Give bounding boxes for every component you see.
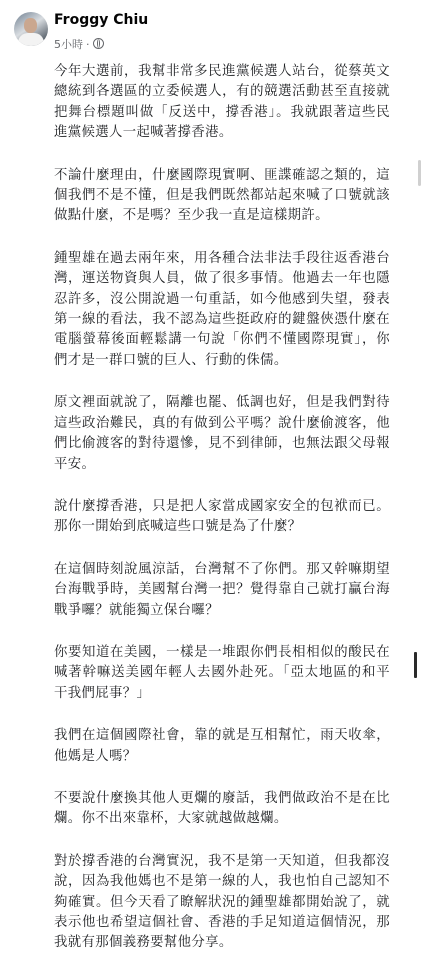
- scroll-marker: [414, 652, 417, 678]
- post-paragraph-8: 我們在這個國際社會，靠的就是互相幫忙，雨天收傘，他媽是人嗎？: [54, 728, 390, 764]
- post-paragraph-9: 不要說什麼換其他人更爛的廢話，我們做政治不是在比爛。你不出來靠杯，大家就越做越爛。: [54, 790, 390, 827]
- post-time[interactable]: 5小時: [54, 38, 83, 51]
- post-meta: [54, 36, 104, 52]
- post-paragraph-2: 不論什麼理由，什麼國際現實啊、匪諜確認之類的，這個我們不是不懂，但是我們既然都站起來喊了口號就該做點什麼，不是嗎？至少我一直是這樣期許。: [54, 167, 390, 224]
- avatar-shirt: [18, 33, 44, 46]
- post-paragraph-1: 今年大選前，我幫非常多民進黨候選人站台，從蔡英文總統到各選區的立委候選人，有的競選活動甚至直接就把舞台標題叫做「反送中，撐香港」。我就跟著這些民進黨候選人一起喊著撐香港。: [54, 64, 390, 141]
- post-paragraph-5: 說什麼撐香港，只是把人家當成國家安全的包袱而已。那你一開始到底喊這些口號是為了什麼？: [54, 498, 390, 535]
- post-paragraph-10: 對於撐香港的台灣實況，我不是第一天知道，但我都沒說，因為我他媽也不是第一線的人，我也怕自己認知不夠確實。但今天看了瞭解狀況的鍾聖雄都開始說了，就表示他也希望這個社會、香港的手足知道這個情況，那我就有那個義務要幫他分享。: [54, 853, 390, 951]
- globe-icon: [93, 38, 104, 49]
- avatar[interactable]: [14, 12, 48, 46]
- post-paragraph-7: 你要知道在美國，一樣是一堆跟你們長相相似的酸民在喊著幹嘛送美國年輕人去國外赴死。「亞太地區的和平干我們屁事？」: [54, 644, 390, 701]
- author-name[interactable]: Froggy Chiu: [54, 12, 149, 28]
- avatar-face: [24, 18, 37, 33]
- post-paragraph-4: 原文裡面就說了，隔離也罷、低調也好，但是我們對待這些政治難民，真的有做到公平嗎？說什麼偷渡客，他們比偷渡客的對待還慘，見不到律師，也無法跟父母報平安。: [54, 395, 390, 472]
- post-paragraph-6: 在這個時刻說風涼話，台灣幫不了你們。那又幹嘛期望台海戰爭時，美國幫台灣一把？覺得靠自己就打贏台海戰爭囉？就能獨立保台囉？: [54, 561, 390, 618]
- post-paragraph-3: 鍾聖雄在過去兩年來，用各種合法非法手段往返香港台灣，運送物資與人員，做了很多事情。他過去一年也隱忍許多，沒公開說過一句重話，如今他感到失望，發表第一線的看法，我不認為這些挺政府的鍵盤俠憑什麼在電腦螢幕後面輕鬆講一句說「你們不懂國際現實」，你們才是一群口號的巨人、行動的侏儒。: [54, 250, 390, 368]
- scrollbar-thumb[interactable]: [418, 160, 421, 186]
- post-body: [54, 62, 390, 976]
- meta-separator: ·: [86, 38, 90, 51]
